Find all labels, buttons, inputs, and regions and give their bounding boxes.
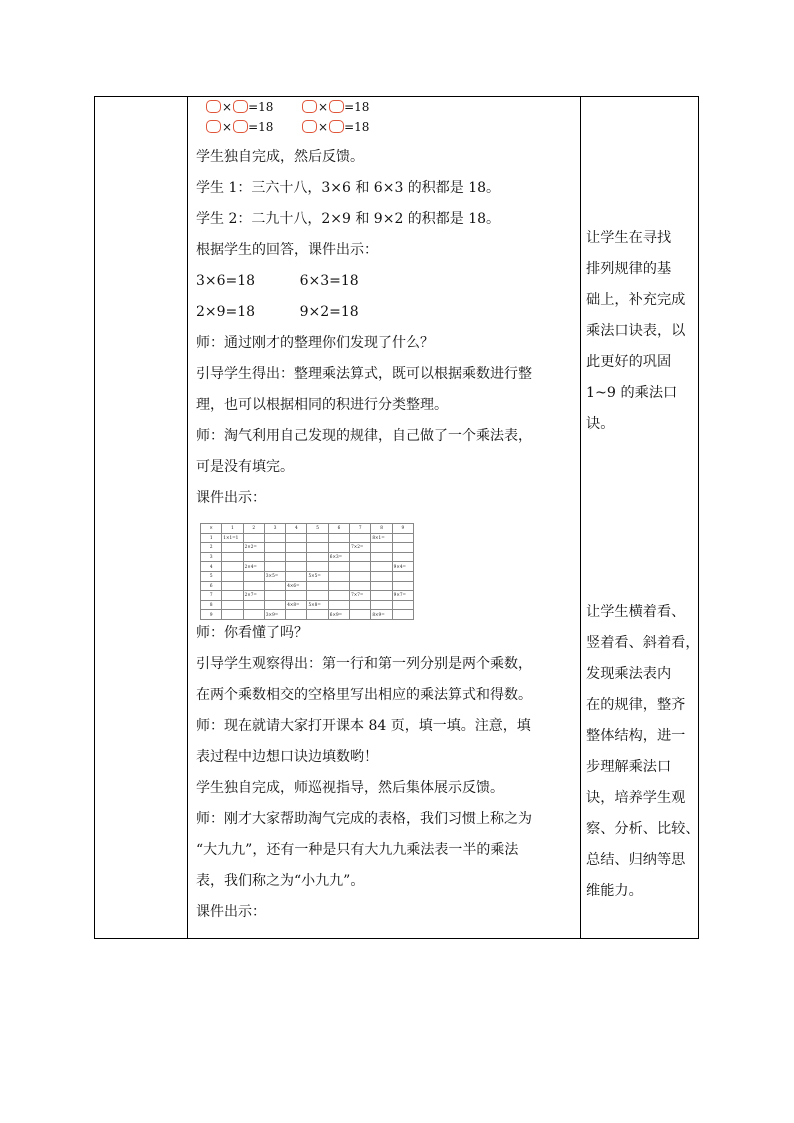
mult-table-cell — [264, 591, 285, 601]
fill-blank-left: × =18 — [206, 100, 273, 114]
mult-table-cell — [307, 591, 328, 601]
note-line: 让学生横着看、 — [586, 604, 686, 620]
blank-box — [329, 120, 344, 133]
mult-table-cell — [371, 571, 392, 581]
paragraph: “大九九”，还有一种是只有大九九乘法表一半的乘法 — [196, 842, 519, 858]
mult-table-cell: 6×3= — [328, 552, 349, 562]
equation-line: 2×9=18 9×2=18 — [196, 304, 359, 320]
mult-table-cell — [350, 571, 371, 581]
equation-line: 3×6=18 6×3=18 — [196, 273, 359, 289]
mult-table-cell — [243, 610, 264, 620]
paragraph: 课件出示： — [196, 490, 266, 506]
fill-blank-right: × =18 — [302, 100, 369, 114]
mult-table-cell: 8×9= — [371, 610, 392, 620]
note-line: 1~9 的乘法口 — [586, 385, 678, 401]
note-line: 诀。 — [586, 416, 615, 432]
paragraph: 表，我们称之为“小九九”。 — [196, 873, 365, 889]
mult-table-cell — [243, 581, 264, 591]
paragraph: 学生 2：二九十八，2×9 和 9×2 的积都是 18。 — [196, 211, 501, 227]
fill-blank-right: × =18 — [302, 120, 369, 134]
mult-table-cell: 5×8= — [307, 600, 328, 610]
mult-table-cell — [286, 533, 307, 543]
mult-table-cell — [243, 552, 264, 562]
paragraph: 在两个乘数相交的空格里写出相应的乘法算式和得数。 — [196, 687, 532, 703]
mult-table-cell — [222, 610, 243, 620]
mult-table-cell — [264, 543, 285, 553]
paragraph: 根据学生的回答，课件出示： — [196, 242, 378, 258]
mult-table-cell — [350, 581, 371, 591]
mult-table-cell: 1 — [222, 524, 243, 534]
mult-table-cell — [307, 543, 328, 553]
mult-table-cell — [371, 591, 392, 601]
note-line: 发现乘法表内 — [586, 666, 672, 682]
paragraph: 理，也可以根据相同的积进行分类整理。 — [196, 397, 448, 413]
mult-table-cell: 9×4= — [392, 562, 413, 572]
mult-table-row — [201, 600, 414, 610]
paragraph: 师：通过刚才的整理你们发现了什么？ — [196, 335, 434, 351]
mult-table-row — [201, 610, 414, 620]
mult-table-cell: 4×6= — [286, 581, 307, 591]
blank-box — [233, 120, 248, 133]
blank-box — [302, 100, 317, 113]
mult-table-cell — [307, 533, 328, 543]
mult-table-cell — [264, 562, 285, 572]
note-line: 总结、归纳等思 — [586, 852, 686, 868]
mult-table-cell: 7 — [350, 524, 371, 534]
mult-table-cell — [371, 562, 392, 572]
mult-table-cell — [243, 571, 264, 581]
note-line: 诀，培养学生观 — [586, 790, 686, 806]
mult-table-row — [201, 533, 414, 543]
mult-table-cell — [222, 571, 243, 581]
mult-table-row — [201, 591, 414, 601]
mult-table-cell — [371, 581, 392, 591]
mult-table-cell — [286, 610, 307, 620]
note-line: 让学生在寻找 — [586, 230, 672, 246]
mult-table-cell — [392, 543, 413, 553]
mult-table-cell: 3 — [201, 552, 222, 562]
blank-box — [302, 120, 317, 133]
mult-table-cell — [328, 533, 349, 543]
mult-table-cell — [222, 591, 243, 601]
note-line: 整体结构，进一 — [586, 728, 686, 744]
paragraph: 课件出示： — [196, 904, 266, 920]
mult-table-cell — [392, 552, 413, 562]
mult-table-cell: 8×1= — [371, 533, 392, 543]
mult-table-cell: 2 — [201, 543, 222, 553]
mult-table-cell: 5 — [307, 524, 328, 534]
mult-table-cell — [222, 552, 243, 562]
mult-table-cell — [392, 610, 413, 620]
blank-box — [206, 120, 221, 133]
mult-table-cell — [286, 543, 307, 553]
mult-table-cell — [264, 533, 285, 543]
mult-table-cell: 3×9= — [264, 610, 285, 620]
mult-table-cell — [371, 552, 392, 562]
mult-table-cell — [371, 600, 392, 610]
mult-table-cell: 7×7= — [350, 591, 371, 601]
mult-table-cell — [243, 533, 264, 543]
mult-table-cell — [222, 562, 243, 572]
paragraph: 师：你看懂了吗？ — [196, 625, 308, 641]
mult-table-cell: 5×5= — [307, 571, 328, 581]
mult-table-cell — [350, 562, 371, 572]
design-intent-cell — [581, 97, 699, 938]
paragraph: 师：现在就请大家打开课本 84 页，填一填。注意，填 — [196, 718, 531, 734]
teaching-process-cell — [188, 97, 580, 938]
paragraph: 师：淘气利用自己发现的规律，自己做了一个乘法表， — [196, 428, 532, 444]
mult-table-cell — [222, 600, 243, 610]
mult-table-cell — [350, 610, 371, 620]
mult-table-cell — [350, 533, 371, 543]
mult-table-cell — [286, 591, 307, 601]
mult-table-cell: 1 — [201, 533, 222, 543]
paragraph: 引导学生得出：整理乘法算式，既可以根据乘数进行整 — [196, 366, 532, 382]
mult-table-cell — [286, 562, 307, 572]
mult-table-cell — [392, 600, 413, 610]
mult-table-cell — [328, 600, 349, 610]
paragraph: 学生 1：三六十八，3×6 和 6×3 的积都是 18。 — [196, 180, 501, 196]
mult-table-cell — [371, 543, 392, 553]
note-line: 此更好的巩固 — [586, 354, 672, 370]
mult-table-row — [201, 562, 414, 572]
mult-table-cell: 3×5= — [264, 571, 285, 581]
mult-table-cell: 2×7= — [243, 591, 264, 601]
mult-table-cell: 1×1=1 — [222, 533, 243, 543]
mult-table-cell: 8 — [201, 600, 222, 610]
mult-table-cell — [392, 581, 413, 591]
mult-table-cell — [286, 571, 307, 581]
mult-table-cell: 2 — [243, 524, 264, 534]
blank-box — [329, 100, 344, 113]
mult-table-row — [201, 571, 414, 581]
mult-table-cell — [264, 600, 285, 610]
mult-table-row — [201, 524, 414, 534]
multiplication-table-image — [200, 523, 414, 620]
lesson-plan-table — [94, 96, 699, 939]
mult-table-row — [201, 552, 414, 562]
paragraph: 学生独自完成，然后反馈。 — [196, 149, 364, 165]
mult-table-cell: 4 — [286, 524, 307, 534]
mult-table-cell — [222, 581, 243, 591]
mult-table-cell: 2×4= — [243, 562, 264, 572]
paragraph: 表过程中边想口诀边填数哟！ — [196, 749, 378, 765]
mult-table-cell — [328, 591, 349, 601]
mult-table-cell — [328, 543, 349, 553]
mult-table-cell — [392, 533, 413, 543]
mult-table-cell: 9×7= — [392, 591, 413, 601]
mult-table-cell: 6 — [328, 524, 349, 534]
mult-table-row — [201, 543, 414, 553]
mult-table-cell — [286, 552, 307, 562]
mult-table-cell: 8 — [371, 524, 392, 534]
mult-table-cell — [328, 562, 349, 572]
note-line: 础上，补充完成 — [586, 292, 686, 308]
note-line: 乘法口诀表，以 — [586, 323, 686, 339]
note-line: 步理解乘法口 — [586, 759, 672, 775]
mult-table-cell: 3 — [264, 524, 285, 534]
mult-table-cell — [264, 581, 285, 591]
mult-table-cell — [222, 543, 243, 553]
mult-table-cell — [307, 581, 328, 591]
mult-table-cell: 9 — [201, 610, 222, 620]
mult-table-cell — [264, 552, 285, 562]
mult-table-cell: 4×8= — [286, 600, 307, 610]
note-line: 在的规律，整齐 — [586, 697, 686, 713]
mult-table-cell: 6 — [201, 581, 222, 591]
mult-table-cell: 4 — [201, 562, 222, 572]
mult-table-cell: × — [201, 524, 222, 534]
paragraph: 师：刚才大家帮助淘气完成的表格，我们习惯上称之为 — [196, 811, 532, 827]
mult-table-cell: 9 — [392, 524, 413, 534]
note-line: 察、分析、比较、 — [586, 821, 700, 837]
paragraph: 学生独自完成，师巡视指导，然后集体展示反馈。 — [196, 780, 504, 796]
mult-table-cell: 5 — [201, 571, 222, 581]
mult-table-cell — [392, 571, 413, 581]
mult-table-cell — [350, 600, 371, 610]
note-line: 维能力。 — [586, 883, 643, 899]
mult-table-cell — [243, 600, 264, 610]
mult-table-cell — [328, 581, 349, 591]
mult-table-cell — [350, 552, 371, 562]
blank-box — [233, 100, 248, 113]
mult-table-cell: 7 — [201, 591, 222, 601]
mult-table-cell — [307, 610, 328, 620]
mult-table-cell — [328, 571, 349, 581]
mult-table-cell — [307, 552, 328, 562]
paragraph: 可是没有填完。 — [196, 459, 294, 475]
note-line: 排列规律的基 — [586, 261, 672, 277]
mult-table-cell — [307, 562, 328, 572]
blank-box — [206, 100, 221, 113]
mult-table-cell: 7×2= — [350, 543, 371, 553]
note-line: 竖着看、斜着看， — [586, 635, 700, 651]
mult-table-row — [201, 581, 414, 591]
fill-blank-left: × =18 — [206, 120, 273, 134]
mult-table-cell: 2×2= — [243, 543, 264, 553]
paragraph: 引导学生观察得出：第一行和第一列分别是两个乘数， — [196, 656, 532, 672]
mult-table-cell: 6×9= — [328, 610, 349, 620]
